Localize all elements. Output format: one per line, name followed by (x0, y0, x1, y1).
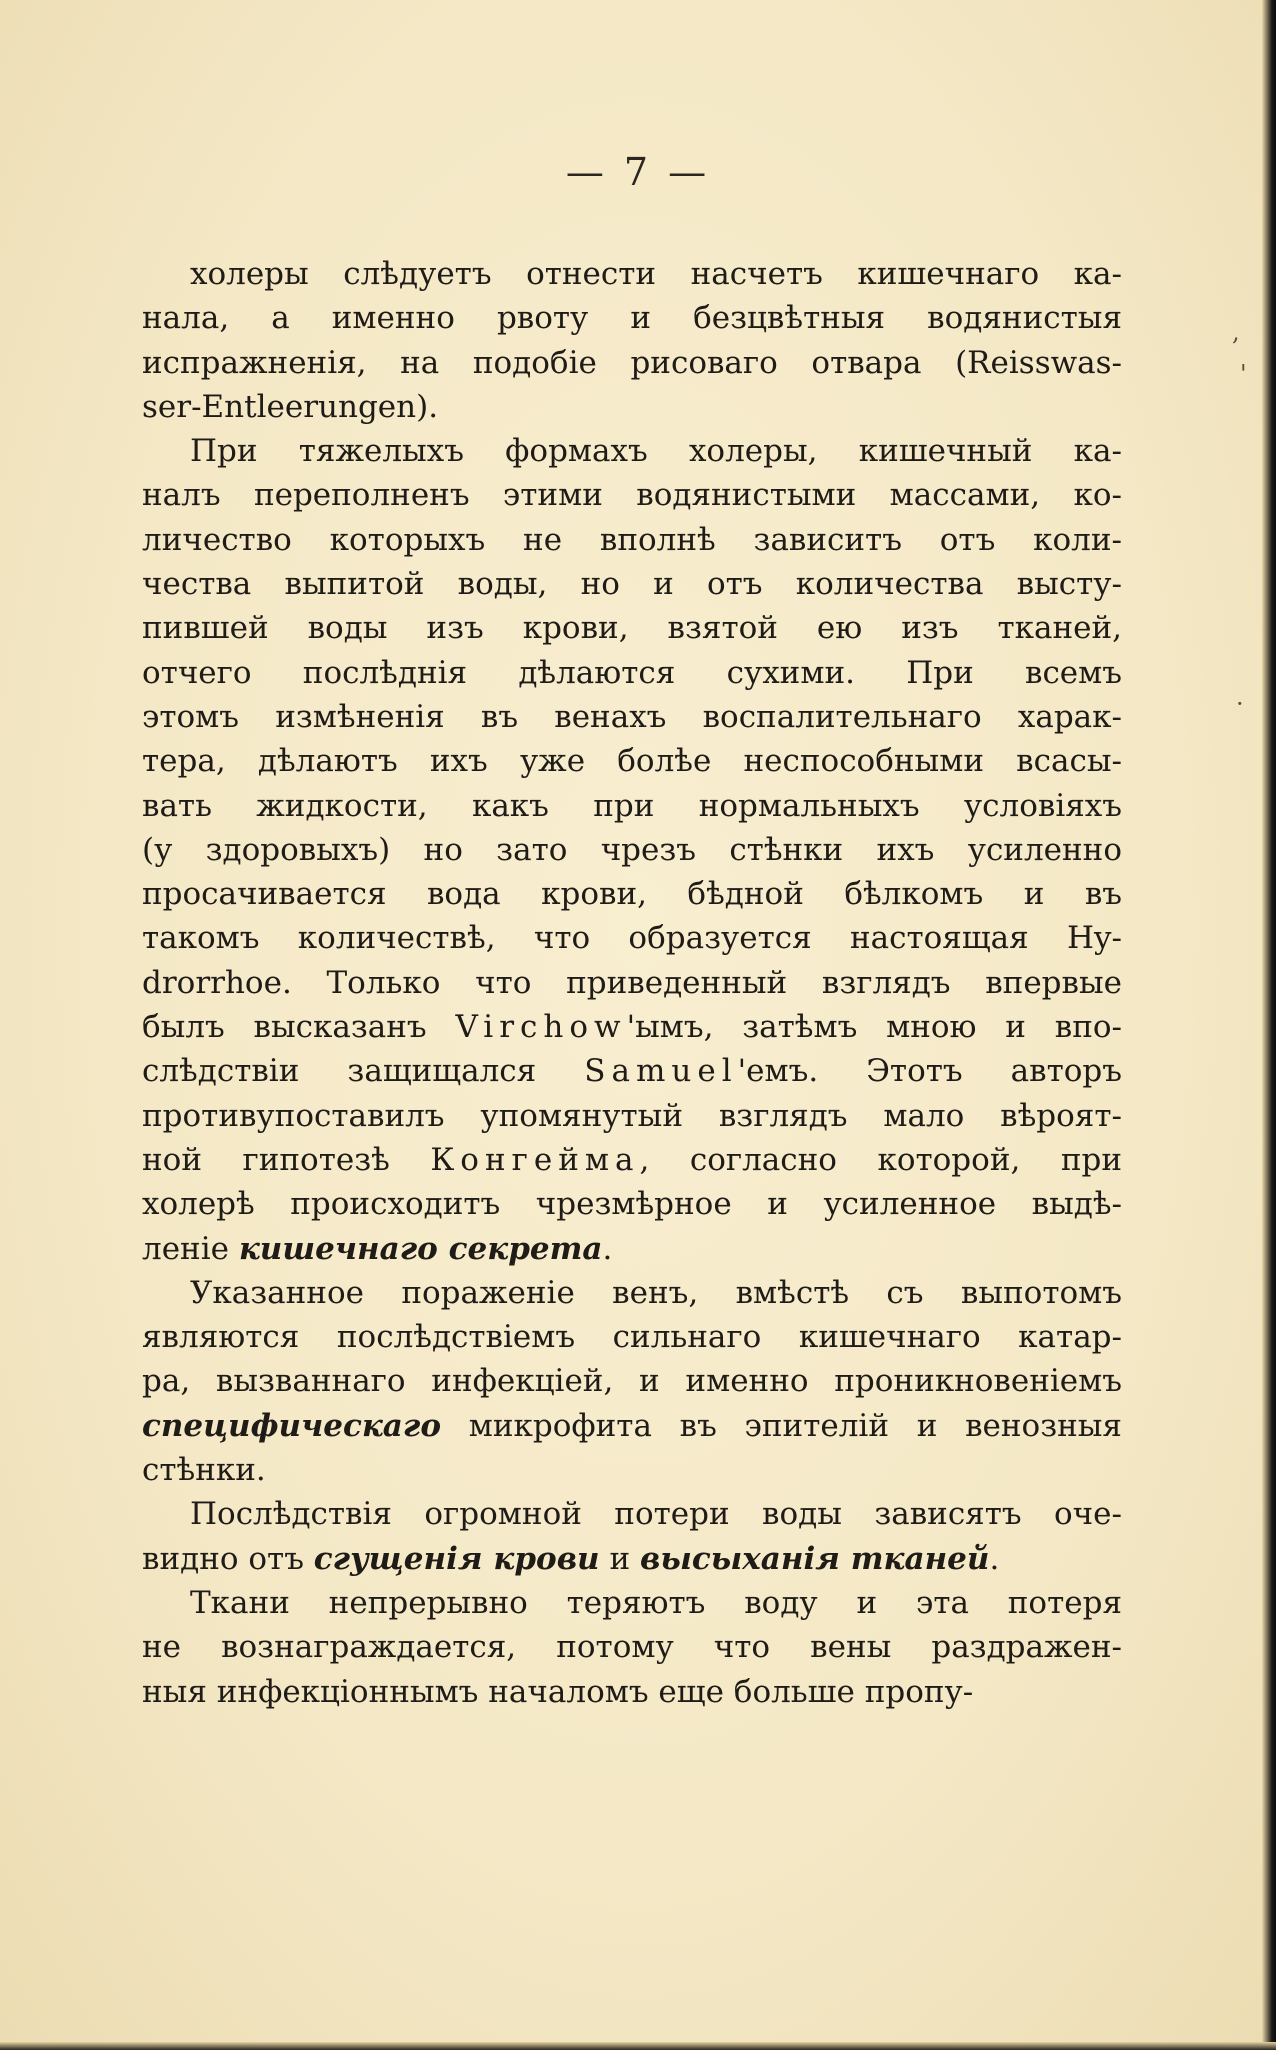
text-line (142, 828, 1122, 872)
text-run: тера, дѣлаютъ ихъ уже болѣе неспособными всасы- (142, 743, 1122, 780)
text-run: просачивается вода крови, бѣдной бѣлкомъ и въ (142, 876, 1122, 913)
text-line (142, 1049, 1122, 1093)
text-run: испражненія, на подобіе рисоваго отвара (Reisswas- (142, 344, 1122, 381)
margin-mark: ' (1240, 360, 1247, 388)
text-line (142, 961, 1122, 1005)
paragraph (142, 1492, 1122, 1581)
text-line (142, 1625, 1122, 1669)
text-run: не вознаграждается, потому что вены раздражен- (142, 1629, 1122, 1666)
text-line (142, 1359, 1122, 1403)
text-run: такомъ количествѣ, что образуется настоящая Hy- (142, 920, 1122, 957)
text-line (142, 429, 1122, 473)
paragraph (142, 429, 1122, 1271)
text-run: ныя инфекціоннымъ началомъ еще больше пропу- (142, 1673, 974, 1710)
text-line (142, 473, 1122, 517)
text-line (142, 695, 1122, 739)
text-line (142, 1492, 1122, 1536)
text-line (142, 1315, 1122, 1359)
text-run: являются послѣдствіемъ сильнаго кишечнаго катар- (142, 1319, 1122, 1356)
scan-edge-right (1262, 0, 1276, 2050)
text-run: . (602, 1230, 613, 1267)
text-line (142, 1182, 1122, 1226)
text-run: чества выпитой воды, но и отъ количества высту- (142, 566, 1122, 603)
text-line (142, 1537, 1122, 1581)
text-line (142, 606, 1122, 650)
text-run: личество которыхъ не вполнѣ зависитъ отъ коли- (142, 521, 1122, 558)
text-line (142, 385, 1122, 429)
text-line (142, 872, 1122, 916)
text-line (142, 296, 1122, 340)
margin-mark: , (1232, 318, 1240, 346)
text-run: и (599, 1540, 640, 1577)
spaced-name: Конгейма (430, 1141, 640, 1178)
text-run: Указанное пораженіе венъ, вмѣстѣ съ выпотомъ (190, 1274, 1122, 1311)
emphasized-text: специфическаго (142, 1407, 442, 1444)
text-line (142, 651, 1122, 695)
text-run: ра, вызваннаго инфекціей, и именно проникновеніемъ (142, 1363, 1122, 1400)
paragraph (142, 252, 1122, 429)
text-line (142, 518, 1122, 562)
page-number: — 7 — (565, 150, 711, 194)
scan-edge-bottom (0, 2042, 1276, 2050)
spaced-name: Virchow (455, 1009, 627, 1046)
text-line (142, 784, 1122, 828)
margin-mark: · (1236, 690, 1244, 718)
text-run: налъ переполненъ этими водянистыми массами, ко- (142, 477, 1122, 514)
emphasized-text: сгущенія крови (313, 1540, 600, 1577)
text-run: ser-Entleerungen). (142, 388, 439, 425)
text-line (142, 1271, 1122, 1315)
text-run: холеры слѣдуетъ отнести насчетъ кишечнаго ка- (190, 256, 1122, 292)
text-run: видно отъ (142, 1540, 314, 1577)
text-line (142, 1581, 1122, 1625)
text-line (142, 1005, 1122, 1049)
body-text (142, 252, 1122, 1714)
text-line (142, 1138, 1122, 1182)
text-run: 'ымъ, затѣмъ мною и впо- (626, 1009, 1122, 1046)
text-run: холерѣ происходитъ чрезмѣрное и усиленное выдѣ- (142, 1186, 1122, 1223)
text-run: ной гипотезѣ (142, 1141, 431, 1178)
text-run: Послѣдствія огромной потери воды зависятъ оче- (190, 1496, 1122, 1533)
text-line (142, 1448, 1122, 1492)
text-run: Ткани непрерывно теряютъ воду и эта потеря (190, 1584, 1122, 1621)
text-run: былъ высказанъ (142, 1009, 456, 1046)
text-run: При тяжелыхъ формахъ холеры, кишечный ка- (190, 433, 1122, 470)
text-run: 'емъ. Этотъ авторъ (737, 1053, 1122, 1090)
text-run: нала, а именно рвоту и безцвѣтныя водянистыя (142, 300, 1122, 337)
paragraph (142, 1581, 1122, 1714)
text-run: (у здоровыхъ) но зато чрезъ стѣнки ихъ усиленно (142, 831, 1122, 868)
paragraph (142, 1271, 1122, 1492)
text-run: , согласно которой, при (639, 1141, 1122, 1178)
emphasized-text: кишечнаго секрета (238, 1230, 603, 1267)
text-line (142, 1670, 1122, 1714)
text-line (142, 252, 1122, 296)
text-run: противупоставилъ упомянутый взглядъ мало вѣроят- (142, 1097, 1122, 1134)
text-run: стѣнки. (142, 1452, 266, 1489)
emphasized-text: высыханія тканей (639, 1540, 990, 1577)
text-line (142, 739, 1122, 783)
text-line (142, 1094, 1122, 1138)
text-run: drorrhoe. Только что приведенный взглядъ впервые (142, 964, 1122, 1001)
text-line (142, 916, 1122, 960)
text-run: леніе (142, 1230, 239, 1267)
text-run: этомъ измѣненія въ венахъ воспалительнаго харак- (142, 698, 1122, 735)
text-run: вать жидкости, какъ при нормальныхъ условіяхъ (142, 787, 1122, 824)
text-run: пившей воды изъ крови, взятой ею изъ тканей, (142, 610, 1122, 647)
text-line (142, 1404, 1122, 1448)
text-line (142, 562, 1122, 606)
text-run: слѣдствіи защищался (142, 1053, 585, 1090)
text-line (142, 341, 1122, 385)
text-run: отчего послѣднія дѣлаются сухими. При всемъ (142, 654, 1122, 691)
text-run: . (989, 1540, 1000, 1577)
text-line (142, 1227, 1122, 1271)
text-run: микрофита въ эпителій и венозныя (441, 1407, 1122, 1444)
spaced-name: Samuel (584, 1053, 738, 1090)
